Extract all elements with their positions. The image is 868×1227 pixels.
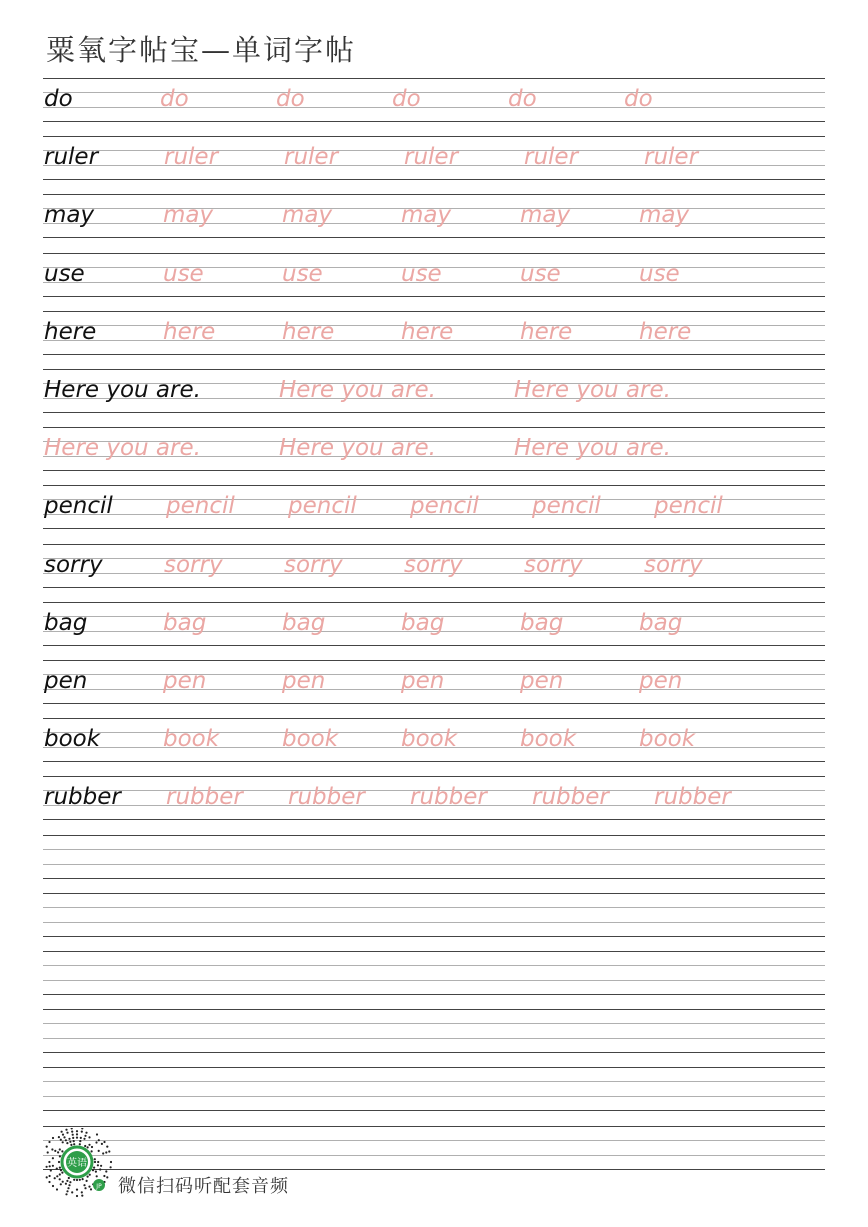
trace-word: pencil bbox=[166, 493, 235, 519]
rule-line bbox=[43, 412, 825, 413]
trace-word: here bbox=[401, 319, 454, 345]
writing-row bbox=[43, 951, 825, 995]
rule-line bbox=[43, 1096, 825, 1097]
trace-word: ruler bbox=[404, 144, 459, 170]
writing-row bbox=[43, 369, 825, 413]
trace-word: ruler bbox=[164, 144, 219, 170]
model-word: use bbox=[44, 261, 85, 287]
trace-word: rubber bbox=[288, 784, 365, 810]
rule-line bbox=[43, 78, 825, 79]
writing-row bbox=[43, 835, 825, 879]
writing-row bbox=[43, 194, 825, 238]
rule-line bbox=[43, 179, 825, 180]
trace-word: Here you are. bbox=[514, 377, 671, 403]
trace-word: may bbox=[639, 202, 690, 228]
writing-row bbox=[43, 485, 825, 529]
writing-row bbox=[43, 78, 825, 122]
rule-line bbox=[43, 470, 825, 471]
rule-line bbox=[43, 311, 825, 312]
model-word: Here you are. bbox=[44, 377, 201, 403]
writing-row bbox=[43, 718, 825, 762]
trace-word: pen bbox=[163, 668, 207, 694]
trace-word: pen bbox=[520, 668, 564, 694]
writing-row bbox=[43, 544, 825, 588]
trace-word: use bbox=[520, 261, 561, 287]
trace-word: do bbox=[624, 86, 653, 112]
writing-row bbox=[43, 1067, 825, 1111]
trace-word: here bbox=[163, 319, 216, 345]
trace-word: do bbox=[160, 86, 189, 112]
model-word: do bbox=[44, 86, 73, 112]
rule-line bbox=[43, 528, 825, 529]
rule-line bbox=[43, 1052, 825, 1053]
rule-line bbox=[43, 718, 825, 719]
writing-row bbox=[43, 427, 825, 471]
rule-line bbox=[43, 602, 825, 603]
rule-line bbox=[43, 893, 825, 894]
badge-small-label: JP bbox=[96, 1183, 102, 1190]
model-word: bag bbox=[44, 610, 88, 636]
trace-word: ruler bbox=[644, 144, 699, 170]
trace-word: do bbox=[508, 86, 537, 112]
trace-word: bag bbox=[282, 610, 326, 636]
page-title: 粟氧字帖宝—单词字帖 bbox=[46, 33, 357, 67]
rule-line bbox=[43, 864, 825, 865]
rule-line bbox=[43, 965, 825, 966]
trace-word: use bbox=[639, 261, 680, 287]
rule-line bbox=[43, 1038, 825, 1039]
rule-line bbox=[43, 369, 825, 370]
trace-word: use bbox=[163, 261, 204, 287]
trace-word: pencil bbox=[410, 493, 479, 519]
trace-word: pen bbox=[639, 668, 683, 694]
qr-code-icon[interactable] bbox=[42, 1128, 112, 1198]
trace-word: book bbox=[163, 726, 220, 752]
rule-line bbox=[43, 1126, 825, 1127]
rule-line bbox=[43, 1009, 825, 1010]
trace-word: Here you are. bbox=[279, 377, 436, 403]
rule-line bbox=[43, 296, 825, 297]
trace-word: book bbox=[401, 726, 458, 752]
rule-line bbox=[43, 936, 825, 937]
trace-word: bag bbox=[520, 610, 564, 636]
trace-word: rubber bbox=[654, 784, 731, 810]
rule-line bbox=[43, 253, 825, 254]
rule-line bbox=[43, 1067, 825, 1068]
rule-line bbox=[43, 776, 825, 777]
rule-line bbox=[43, 645, 825, 646]
rule-line bbox=[43, 354, 825, 355]
trace-word: Here you are. bbox=[514, 435, 671, 461]
trace-word: Here you are. bbox=[279, 435, 436, 461]
trace-word: bag bbox=[639, 610, 683, 636]
trace-word: ruler bbox=[284, 144, 339, 170]
trace-word: pen bbox=[401, 668, 445, 694]
rule-line bbox=[43, 1023, 825, 1024]
trace-word: rubber bbox=[166, 784, 243, 810]
badge-label: 英语 bbox=[67, 1158, 87, 1169]
trace-word: do bbox=[276, 86, 305, 112]
rule-line bbox=[43, 819, 825, 820]
trace-word: book bbox=[520, 726, 577, 752]
footer bbox=[42, 1128, 442, 1198]
rule-line bbox=[43, 427, 825, 428]
trace-word: bag bbox=[401, 610, 445, 636]
rule-line bbox=[43, 544, 825, 545]
trace-word: sorry bbox=[644, 552, 703, 578]
model-word: pen bbox=[44, 668, 88, 694]
rule-line bbox=[43, 1081, 825, 1082]
trace-word: may bbox=[163, 202, 214, 228]
writing-row bbox=[43, 602, 825, 646]
writing-row bbox=[43, 776, 825, 820]
trace-word: sorry bbox=[164, 552, 223, 578]
rule-line bbox=[43, 951, 825, 952]
rule-line bbox=[43, 761, 825, 762]
trace-word: sorry bbox=[404, 552, 463, 578]
rule-line bbox=[43, 587, 825, 588]
model-word: sorry bbox=[44, 552, 103, 578]
rule-line bbox=[43, 1110, 825, 1111]
model-word: book bbox=[44, 726, 101, 752]
rule-line bbox=[43, 485, 825, 486]
rule-line bbox=[43, 660, 825, 661]
rule-line bbox=[43, 237, 825, 238]
trace-word: use bbox=[401, 261, 442, 287]
rule-line bbox=[43, 922, 825, 923]
writing-row bbox=[43, 893, 825, 937]
rule-line bbox=[43, 121, 825, 122]
trace-word: do bbox=[392, 86, 421, 112]
trace-word: ruler bbox=[524, 144, 579, 170]
trace-word: pencil bbox=[288, 493, 357, 519]
rule-line bbox=[43, 194, 825, 195]
trace-word: pen bbox=[282, 668, 326, 694]
rule-line bbox=[43, 878, 825, 879]
footer-caption: 微信扫码听配套音频 bbox=[118, 1176, 289, 1197]
trace-word: pencil bbox=[654, 493, 723, 519]
trace-word: here bbox=[639, 319, 692, 345]
model-word: rubber bbox=[44, 784, 121, 810]
trace-word: sorry bbox=[524, 552, 583, 578]
trace-word: use bbox=[282, 261, 323, 287]
trace-word: rubber bbox=[410, 784, 487, 810]
trace-word: Here you are. bbox=[44, 435, 201, 461]
model-word: may bbox=[44, 202, 95, 228]
trace-word: here bbox=[282, 319, 335, 345]
trace-word: book bbox=[639, 726, 696, 752]
writing-row bbox=[43, 311, 825, 355]
writing-row bbox=[43, 253, 825, 297]
model-word: pencil bbox=[44, 493, 113, 519]
writing-row bbox=[43, 1009, 825, 1053]
trace-word: may bbox=[520, 202, 571, 228]
rule-line bbox=[43, 849, 825, 850]
rule-line bbox=[43, 907, 825, 908]
model-word: here bbox=[44, 319, 97, 345]
trace-word: here bbox=[520, 319, 573, 345]
trace-word: pencil bbox=[532, 493, 601, 519]
trace-word: book bbox=[282, 726, 339, 752]
trace-word: may bbox=[282, 202, 333, 228]
writing-row bbox=[43, 660, 825, 704]
trace-word: sorry bbox=[284, 552, 343, 578]
rule-line bbox=[43, 994, 825, 995]
rule-line bbox=[43, 703, 825, 704]
rule-line bbox=[43, 835, 825, 836]
trace-word: may bbox=[401, 202, 452, 228]
rule-line bbox=[43, 136, 825, 137]
model-word: ruler bbox=[44, 144, 99, 170]
rule-line bbox=[43, 980, 825, 981]
trace-word: bag bbox=[163, 610, 207, 636]
writing-row bbox=[43, 136, 825, 180]
trace-word: rubber bbox=[532, 784, 609, 810]
